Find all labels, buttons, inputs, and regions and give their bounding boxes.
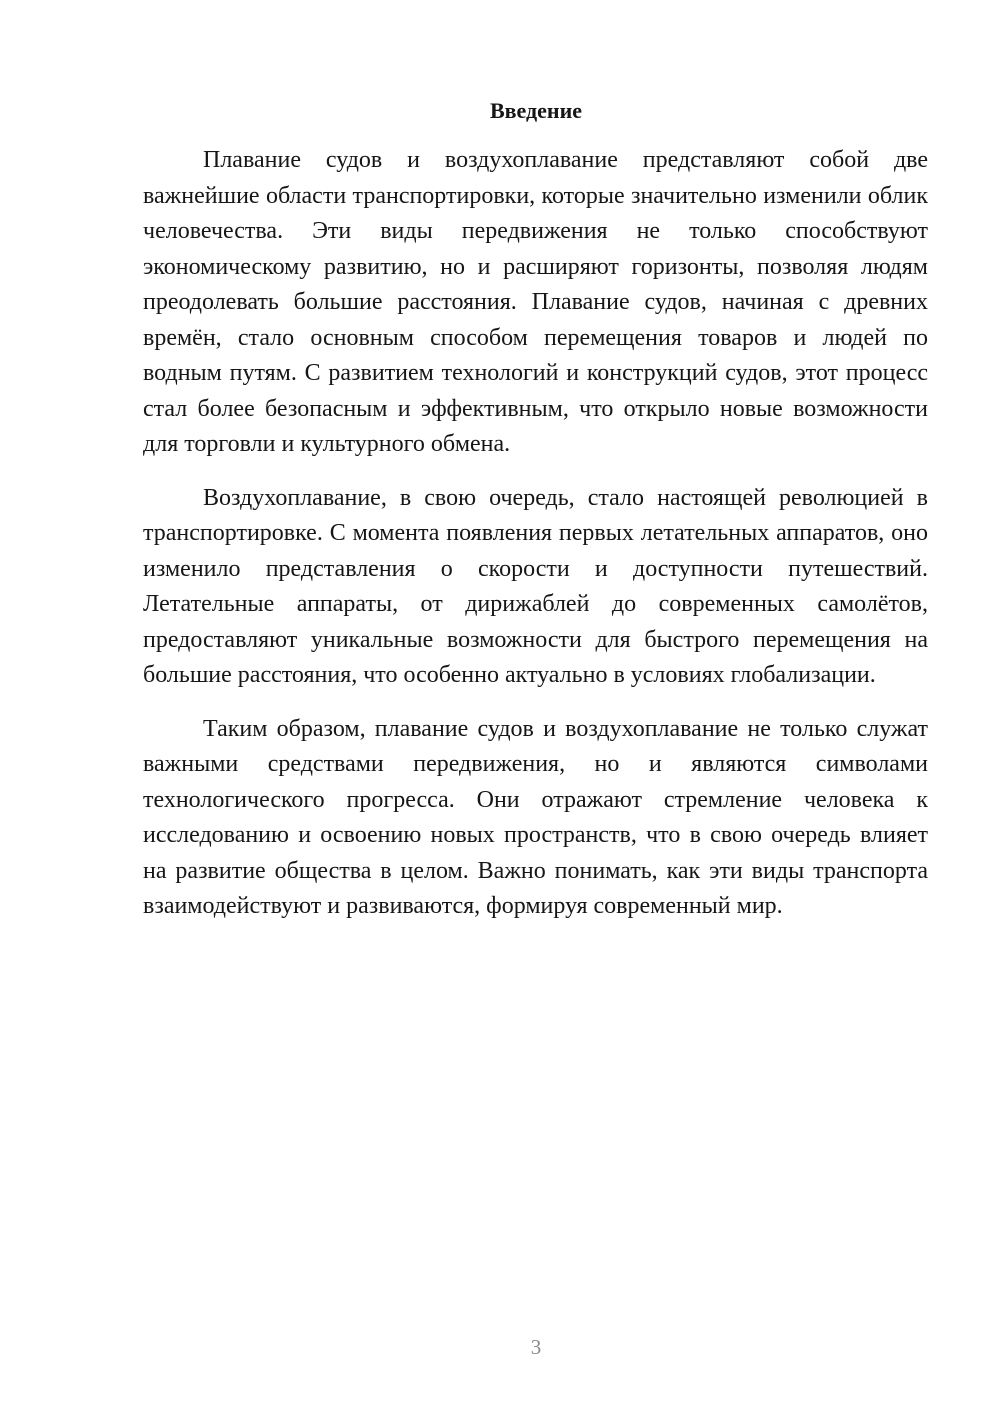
paragraph-2: Воздухоплавание, в свою очередь, стало настоящей революцией в транспортировке. С момента появления первых летательных аппаратов, оно изменило представления о скорости и доступности путешествий. Летательные аппараты, от дирижаблей до современных самолётов, предоставляют уникальные возможности для быстрого перемещения на большие расстояния, что особенно актуально в условиях глобализации. xyxy=(143,484,928,688)
paragraph-3: Таким образом, плавание судов и воздухоплавание не только служат важными средствами передвижения, но и являются символами технологического прогресса. Они отражают стремление человека к исследованию и освоению новых пространств, что в свою очередь влияет на развитие общества в целом. Важно понимать, как эти виды транспорта взаимодействуют и развиваются, формируя современный мир. xyxy=(143,715,928,919)
body-text xyxy=(143,143,928,925)
paragraph-1: Плавание судов и воздухоплавание представляют собой две важнейшие области транспортировки, которые значительно изменили облик человечества. Эти виды передвижения не только способствуют экономическому развитию, но и расширяют горизонты, позволяя людям преодолевать большие расстояния. Плавание судов, начиная с древних времён, стало основным способом перемещения товаров и людей по водным путям. С развитием технологий и конструкций судов, этот процесс стал более безопасным и эффективным, что открыло новые возможности для торговли и культурного обмена. xyxy=(143,147,928,457)
page-number: 3 xyxy=(530,1335,542,1359)
section-heading: Введение xyxy=(489,98,583,123)
